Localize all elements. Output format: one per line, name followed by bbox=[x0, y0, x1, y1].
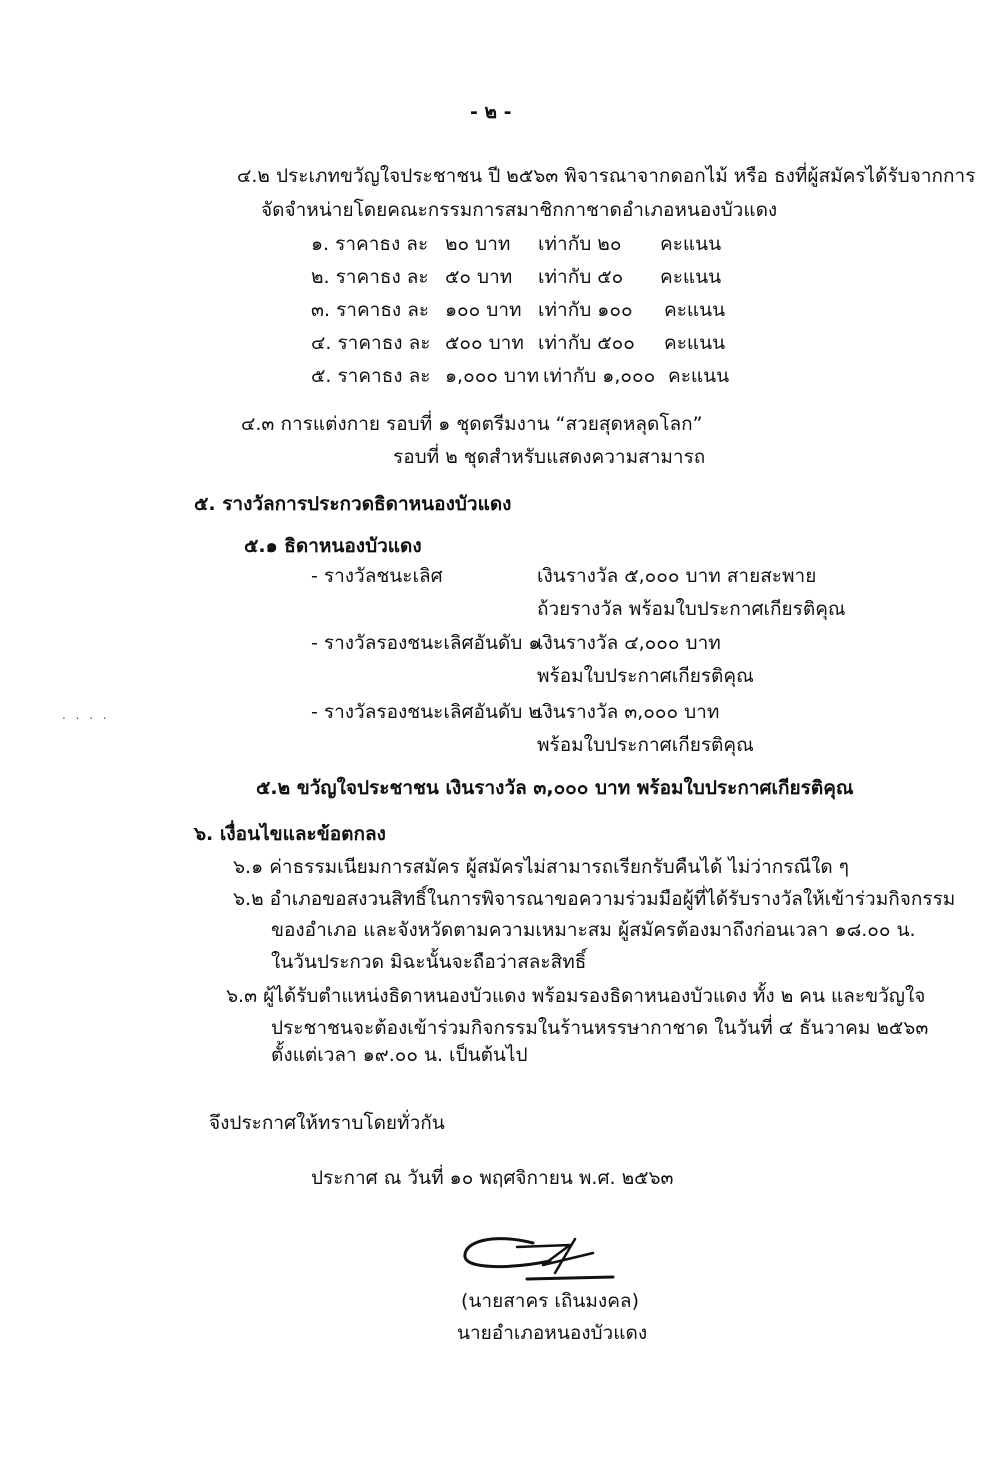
signer-title: นายอำเภอหนองบัวแดง bbox=[457, 1322, 648, 1344]
condition-6-1: ๖.๑ ค่าธรรมเนียมการสมัคร ผู้สมัครไม่สามารถเรียกรับคืนได้ ไม่ว่ากรณีใด ๆ bbox=[233, 856, 849, 878]
condition-6-2-line1: ๖.๒ อำเภอขอสงวนสิทธิ์ในการพิจารณาขอความร่วมมือผู้ที่ได้รับรางวัลให้เข้าร่วมกิจกรรม bbox=[233, 888, 956, 910]
margin-dots: . . . . bbox=[62, 708, 110, 722]
price-row-item: ๕. ราคาธง ละ bbox=[311, 365, 431, 387]
price-row-item: ๔. ราคาธง ละ bbox=[311, 332, 431, 354]
price-row-price: ๑๐๐ บาท bbox=[445, 299, 522, 321]
price-row-item: ๒. ราคาธง ละ bbox=[311, 266, 429, 288]
price-row-unit: คะแนน bbox=[664, 299, 726, 321]
condition-6-2-line2: ของอำเภอ และจังหวัดตามความเหมาะสม ผู้สมัครต้องมาถึงก่อนเวลา ๑๘.๐๐ น. bbox=[271, 919, 916, 941]
price-row-unit: คะแนน bbox=[664, 332, 726, 354]
condition-6-3-line1: ๖.๓ ผู้ได้รับตำแหน่งธิดาหนองบัวแดง พร้อมรองธิดาหนองบัวแดง ทั้ง ๒ คน และขวัญใจ bbox=[226, 985, 926, 1007]
section-5-1-heading: ๕.๑ ธิดาหนองบัวแดง bbox=[244, 535, 422, 557]
price-row-price: ๕๐๐ บาท bbox=[445, 332, 524, 354]
award-detail-line1: เงินรางวัล ๔,๐๐๐ บาท bbox=[537, 632, 721, 654]
price-row-price: ๒๐ บาท bbox=[445, 233, 511, 255]
price-row-equal: เท่ากับ ๒๐ bbox=[538, 233, 622, 255]
price-row-unit: คะแนน bbox=[668, 365, 730, 387]
award-name: - รางวัลชนะเลิศ bbox=[311, 565, 443, 587]
section-4-3-line2: รอบที่ ๒ ชุดสำหรับแสดงความสามารถ bbox=[393, 446, 706, 468]
handwritten-signature bbox=[455, 1225, 630, 1285]
price-row-unit: คะแนน bbox=[660, 233, 722, 255]
price-row-item: ๑. ราคาธง ละ bbox=[311, 233, 429, 255]
price-row-equal: เท่ากับ ๕๐ bbox=[538, 266, 624, 288]
section-6-heading: ๖. เงื่อนไขและข้อตกลง bbox=[194, 823, 386, 845]
award-detail-line1: เงินรางวัล ๕,๐๐๐ บาท สายสะพาย bbox=[537, 565, 817, 587]
award-detail-line2: พร้อมใบประกาศเกียรติคุณ bbox=[537, 734, 754, 756]
award-detail-line1: เงินรางวัล ๓,๐๐๐ บาท bbox=[537, 701, 720, 723]
section-4-2-line2: จัดจำหน่ายโดยคณะกรรมการสมาชิกกาชาดอำเภอหนองบัวแดง bbox=[261, 199, 778, 221]
condition-6-3-line2: ประชาชนจะต้องเข้าร่วมกิจกรรมในร้านหรรษากาชาด ในวันที่ ๔ ธันวาคม ๒๕๖๓ bbox=[271, 1017, 929, 1039]
award-detail-line2: ถ้วยรางวัล พร้อมใบประกาศเกียรติคุณ bbox=[537, 598, 846, 620]
price-row-equal: เท่ากับ ๑,๐๐๐ bbox=[543, 365, 656, 387]
closing-statement: จึงประกาศให้ทราบโดยทั่วกัน bbox=[209, 1112, 445, 1134]
award-detail-line2: พร้อมใบประกาศเกียรติคุณ bbox=[537, 665, 754, 687]
condition-6-3-line3: ตั้งแต่เวลา ๑๙.๐๐ น. เป็นต้นไป bbox=[271, 1044, 528, 1066]
section-5-2-heading: ๕.๒ ขวัญใจประชาชน เงินรางวัล ๓,๐๐๐ บาท พร้อมใบประกาศเกียรติคุณ bbox=[256, 777, 854, 799]
price-row-item: ๓. ราคาธง ละ bbox=[311, 299, 430, 321]
section-4-2-line1: ๔.๒ ประเภทขวัญใจประชาชน ปี ๒๕๖๓ พิจารณาจากดอกไม้ หรือ ธงที่ผู้สมัครได้รับจากการ bbox=[237, 165, 976, 187]
section-4-3-line1: ๔.๓ การแต่งกาย รอบที่ ๑ ชุดตรีมงาน “สวยสุดหลุดโลก” bbox=[241, 413, 703, 435]
award-name: - รางวัลรองชนะเลิศอันดับ ๒ bbox=[311, 701, 541, 723]
page-number: - ๒ - bbox=[470, 101, 512, 123]
section-5-heading: ๕. รางวัลการประกวดธิดาหนองบัวแดง bbox=[194, 493, 512, 515]
price-row-price: ๑,๐๐๐ บาท bbox=[445, 365, 540, 387]
price-row-price: ๕๐ บาท bbox=[445, 266, 513, 288]
price-row-unit: คะแนน bbox=[660, 266, 722, 288]
award-name: - รางวัลรองชนะเลิศอันดับ ๑ bbox=[311, 632, 541, 654]
price-row-equal: เท่ากับ ๑๐๐ bbox=[538, 299, 633, 321]
announcement-date: ประกาศ ณ วันที่ ๑๐ พฤศจิกายน พ.ศ. ๒๕๖๓ bbox=[311, 1167, 674, 1189]
condition-6-2-line3: ในวันประกวด มิฉะนั้นจะถือว่าสละสิทธิ์ bbox=[271, 951, 587, 973]
signer-name: (นายสาคร เถินมงคล) bbox=[461, 1290, 639, 1312]
price-row-equal: เท่ากับ ๕๐๐ bbox=[538, 332, 635, 354]
